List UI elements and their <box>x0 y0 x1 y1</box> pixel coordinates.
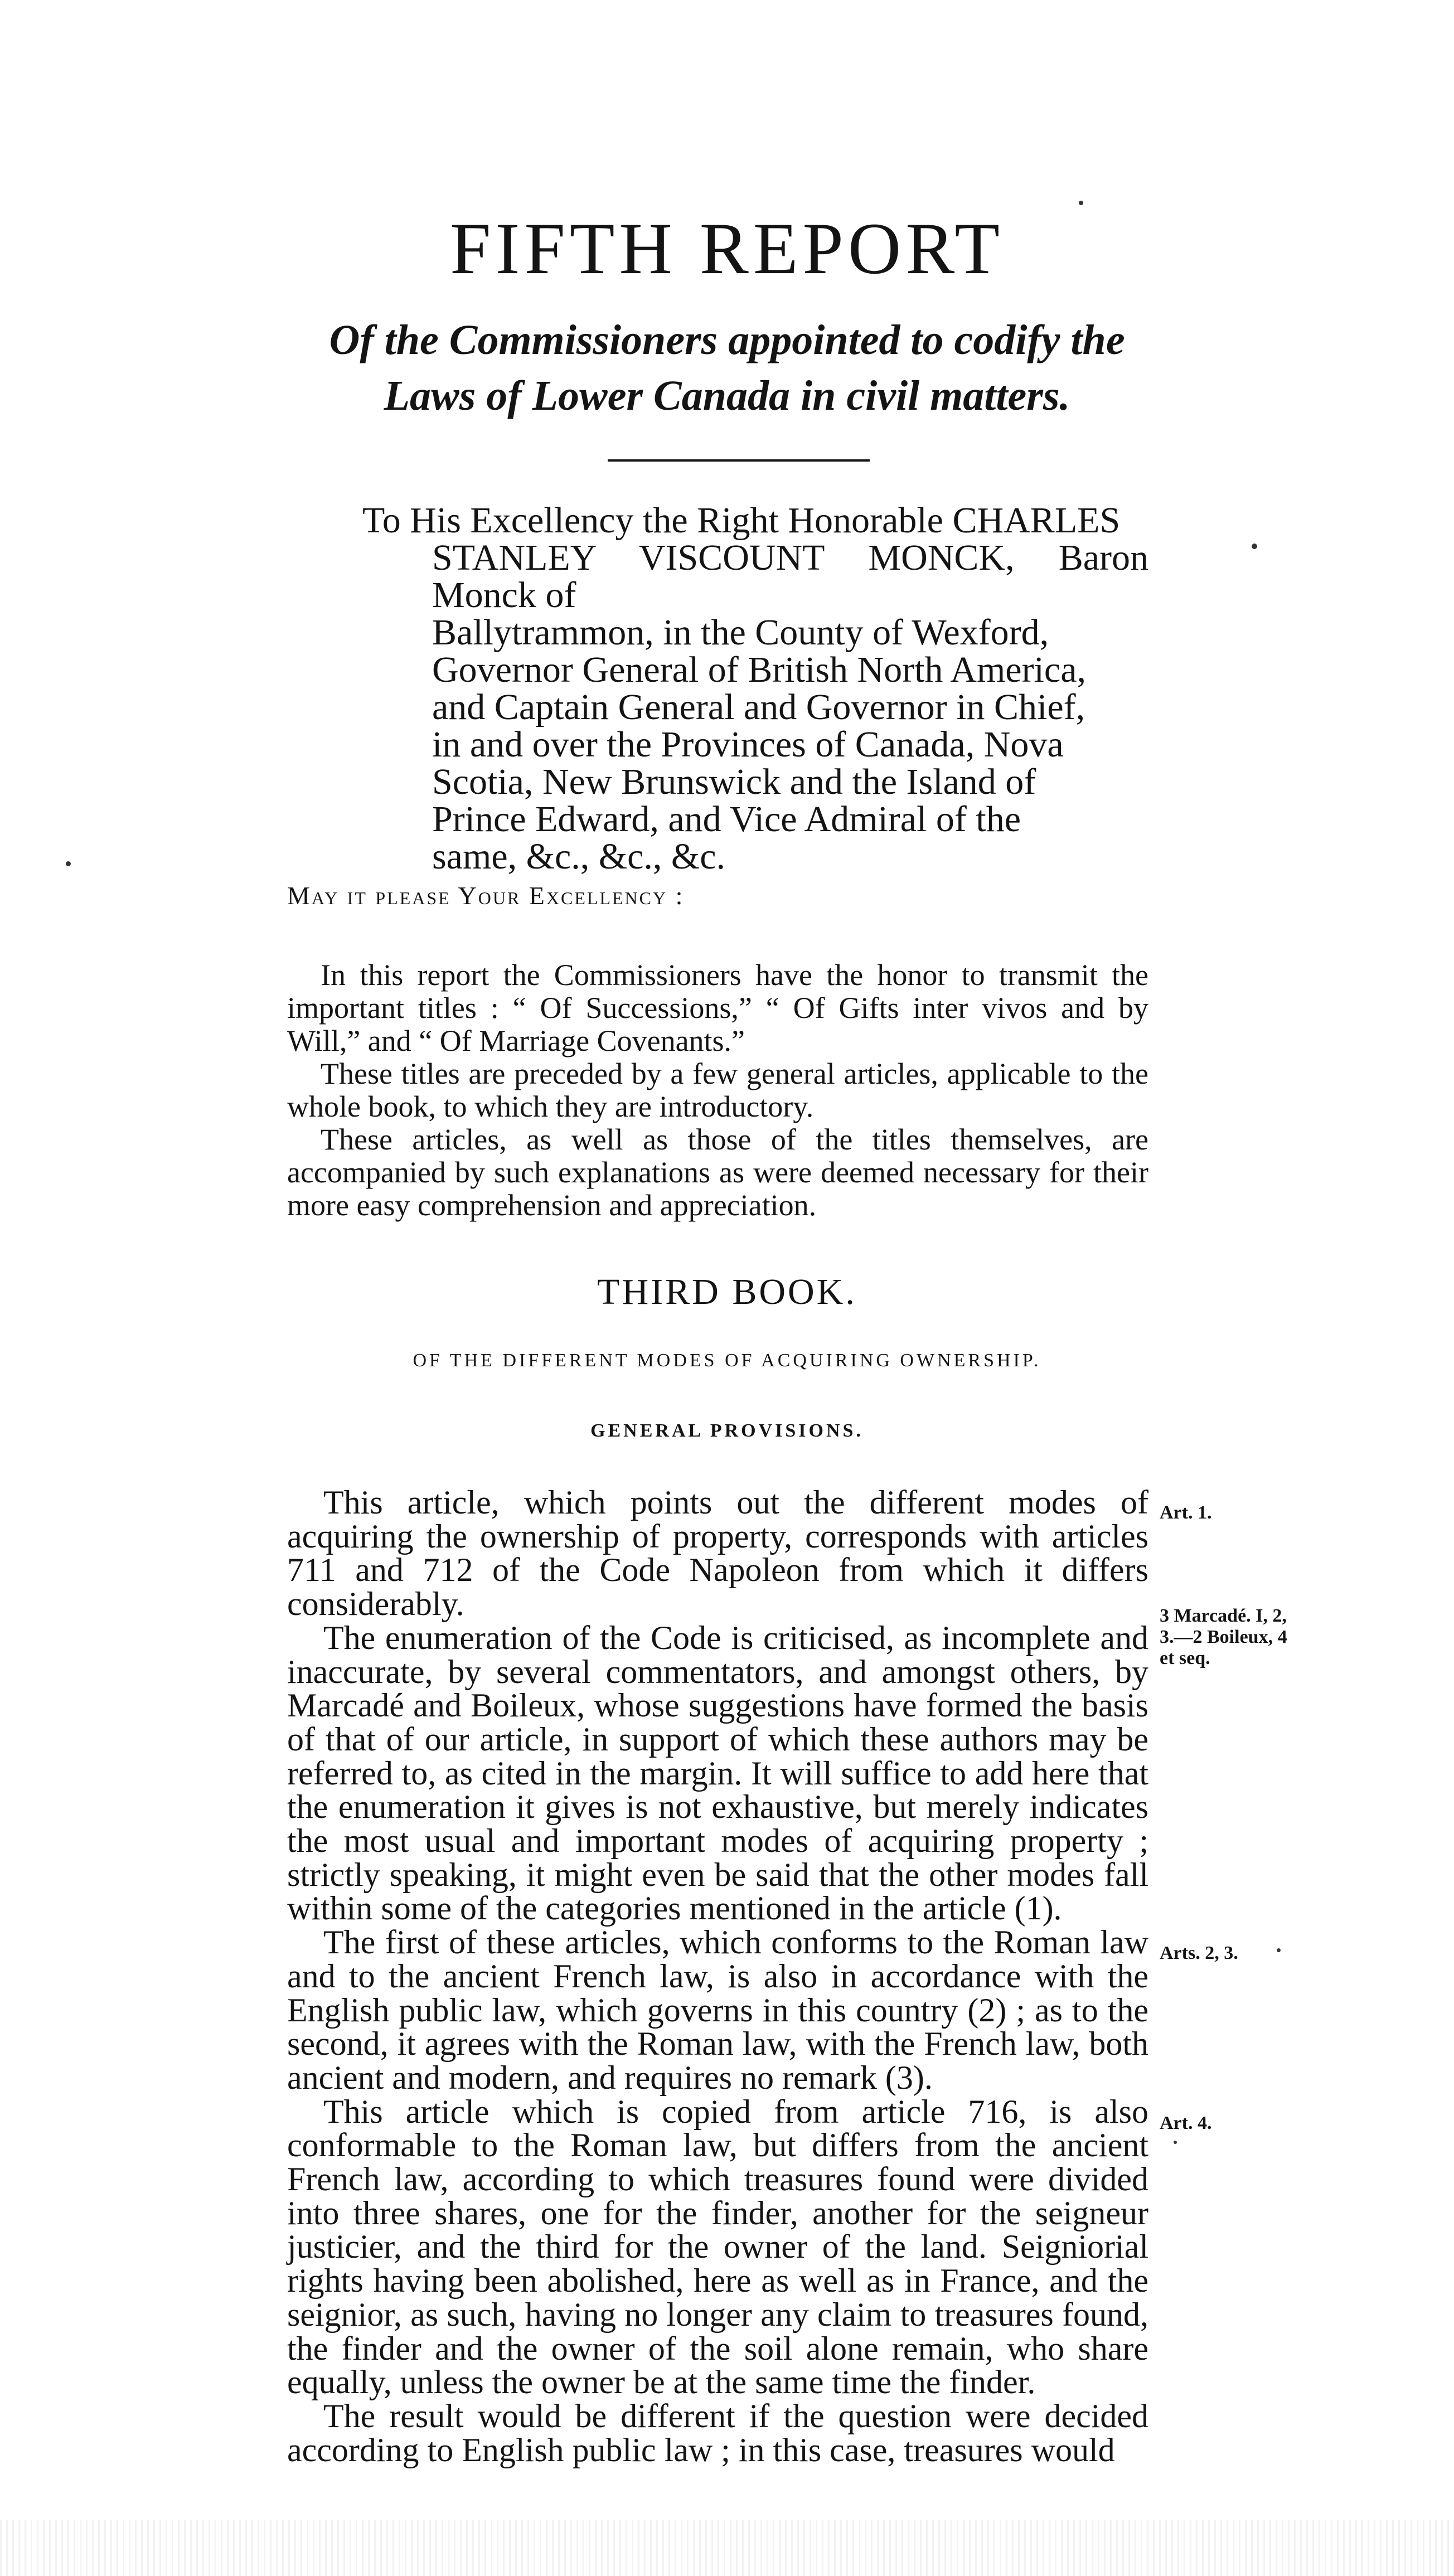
address-line: Prince Edward, and Vice Admiral of the <box>432 799 1021 840</box>
report-title: FIFTH REPORT <box>450 207 1004 289</box>
article-paragraph: The result would be different if the question were decided according to English public law ; in this case, treasures would <box>287 2397 1148 2468</box>
part-heading: OF THE DIFFERENT MODES OF ACQUIRING OWNERSHIP. <box>413 1350 1041 1371</box>
title-divider <box>608 459 870 462</box>
article-paragraph: The enumeration of the Code is criticised, as incomplete and inaccurate, by several commentators, and amongst others, by Marcadé and Boileux, whose suggestions have formed the basis of that of our article, in support of which these authors may be referred to, as cited in the margin. It will suffice to add here that the enumeration it gives is not exhaustive, but merely indicates the most usual and important modes of acquiring property ; strictly speaking, it might even be said that the other modes fall within some of the categories mentioned in the article (1). <box>287 1619 1148 1927</box>
intro-text <box>287 959 1148 1222</box>
scan-speck <box>1277 1948 1281 1952</box>
intro-paragraph: In this report the Commissioners have the honor to transmit the important titles : “ Of Successions,” “ Of Gifts inter vivos and by Will,” and “ Of Marriage Covenants.” <box>287 958 1148 1057</box>
address-block <box>362 502 1148 875</box>
report-subtitle <box>0 312 1454 424</box>
scan-speck <box>1174 2141 1177 2144</box>
section-heading: GENERAL PROVISIONS. <box>590 1420 864 1441</box>
articles-text <box>287 1486 1148 2467</box>
subtitle-line: Of the Commissioners appointed to codify the <box>329 317 1125 363</box>
address-line: To His Excellency the Right Honorable CHARLES <box>362 500 1121 541</box>
scan-noise-edge <box>0 2520 1454 2576</box>
article-paragraph: This article, which points out the different modes of acquiring the ownership of property, corresponds with articles 711 and 712 of the Code Napoleon from which it differs considerably. <box>287 1484 1148 1623</box>
subtitle-line: Laws of Lower Canada in civil matters. <box>384 372 1070 419</box>
article-paragraph: The first of these articles, which conforms to the Roman law and to the ancient French law, is also in accordance with the English public law, which governs in this country (2) ; as to the second, it agrees with the Roman law, with the French law, both ancient and modern, and requires no remark (3). <box>287 1924 1148 2096</box>
address-line: Scotia, New Brunswick and the Island of <box>432 761 1036 802</box>
address-line: same, &c., &c., &c. <box>432 836 726 877</box>
intro-paragraph: These titles are preceded by a few general articles, applicable to the whole book, to which they are introductory. <box>287 1057 1148 1123</box>
scan-speck <box>1252 544 1257 549</box>
address-line: STANLEY VISCOUNT MONCK, Baron Monck of <box>432 537 1148 615</box>
address-line: and Captain General and Governor in Chief, <box>432 687 1085 727</box>
margin-note: 3 Marcadé. I, 2, 3.—2 Boileux, 4 et seq. <box>1160 1605 1287 1668</box>
address-line: in and over the Provinces of Canada, Nova <box>432 724 1064 765</box>
scan-speck <box>66 861 71 866</box>
intro-paragraph: These articles, as well as those of the titles themselves, are accompanied by such explanations as were deemed necessary for their more easy comprehension and appreciation. <box>287 1123 1148 1222</box>
address-line: Ballytrammon, in the County of Wexford, <box>432 612 1049 653</box>
article-paragraph: This article which is copied from article 716, is also conformable to the Roman law, but differs from the ancient French law, according to which treasures found were divided into three shares, one for the finder, another for the seigneur justicier, and the third for the owner of the land. Seigniorial rights having been abolished, here as well as in France, and the seignior, as such, having no longer any claim to treasures found, the finder and the owner of the soil alone remain, who share equally, unless the owner be at the same time the finder. <box>287 2093 1148 2401</box>
address-line: Governor General of British North America, <box>432 649 1086 690</box>
margin-note: Arts. 2, 3. <box>1160 1943 1238 1963</box>
book-heading: THIRD BOOK. <box>597 1272 857 1312</box>
salutation: May it please Your Excellency : <box>287 881 685 910</box>
margin-note: Art. 1. <box>1160 1502 1212 1523</box>
margin-note: Art. 4. <box>1160 2113 1212 2133</box>
scan-speck <box>1079 201 1083 205</box>
